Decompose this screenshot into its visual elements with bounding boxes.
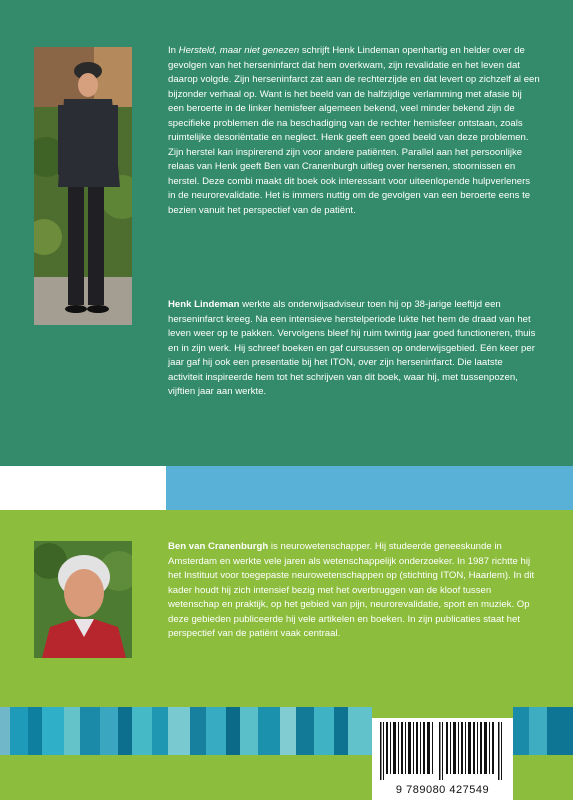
author-henk-body: werkte als onderwijsadviseur toen hij op 38-jarige leeftijd een herseninfarct kreeg. Na een intensieve herstelperiode lukte het hem de draad van het leven weer op te pakken. Vervolgens bleef hij ruim twintig jaar goed functioneren, thuis en in zijn werk. Hij schreef boeken en gaf cursussen op onderwijsgebied. Eén keer per jaar gaf hij ook een presentatie bij het ITON, over zijn herseninfarct. Die laatste activiteit inspireerde hem tot het schrijven van dit boek, waar hij, met tussenpozen, vijftien jaar aan werkte.: [168, 299, 536, 397]
barcode-bars-icon: [372, 718, 513, 782]
author-henk-name: Henk Lindeman: [168, 299, 240, 310]
book-title: Hersteld, maar niet genezen: [178, 45, 300, 56]
photo-ben-illustration: [34, 541, 132, 658]
intro-prefix: In: [168, 45, 179, 56]
photo-henk-illustration: [34, 47, 132, 325]
isbn-number: 9 789080 427549: [395, 784, 490, 796]
author-henk-bio: [168, 298, 540, 400]
photo-ben-van-cranenburgh: [34, 541, 132, 658]
photo-henk-lindeman: [34, 47, 132, 325]
isbn-barcode: [372, 718, 513, 800]
author-ben-body: is neurowetenschapper. Hij studeerde geneeskunde in Amsterdam en werkte vele jaren als wetenschappelijk onderzoeker. In 1987 richtte hij het Instituut voor toegepaste neurowetenschappen op (stichting ITON, Haarlem). In dit kader houdt hij zich intensief bezig met het overbruggen van de kloof tussen wetenschap en praktijk, op het gebied van pijn, neurorevalidatie, sport en muziek. Op deze gebieden publiceerde hij vele artikelen en boeken. In zijn publicaties staat het perspectief van de patiënt vaak centraal.: [168, 541, 535, 639]
author-ben-bio: [168, 540, 540, 642]
intro-paragraph: [168, 44, 540, 218]
intro-body: schrijft Henk Lindeman openhartig en helder over de gevolgen van het herseninfarct dat hem overkwam, zijn revalidatie en het leven dat daarop volgde. Zijn herseninfarct zat aan de rechterzijde en dat levert op zichzelf al een bijzonder verhaal op. Want is het beeld van de halfzijdige verlamming met afasie bij een beroerte in de linker hemisfeer algemeen bekend, veel minder bekend zijn de specifieke problemen die na beschadiging van de rechter hemisfeer ontstaan, zoals ruimtelijke desoriëntatie en neglect. Henk geeft een goed beeld van deze problemen. Zijn herstel kan inspirerend zijn voor andere patiënten. Parallel aan het persoonlijke relaas van Henk geeft Ben van Cranenburgh uitleg over hersenen, stoornissen en herstel. Deze combi maakt dit boek ook interessant voor uiteenlopende hulpverleners in de neurorevalidatie. Het is immers nuttig om de gevolgen van een beroerte eens te bezien vanuit het perspectief van de patiënt.: [168, 45, 540, 216]
divider-band-blue: [166, 466, 573, 510]
author-ben-name: Ben van Cranenburgh: [168, 541, 269, 552]
